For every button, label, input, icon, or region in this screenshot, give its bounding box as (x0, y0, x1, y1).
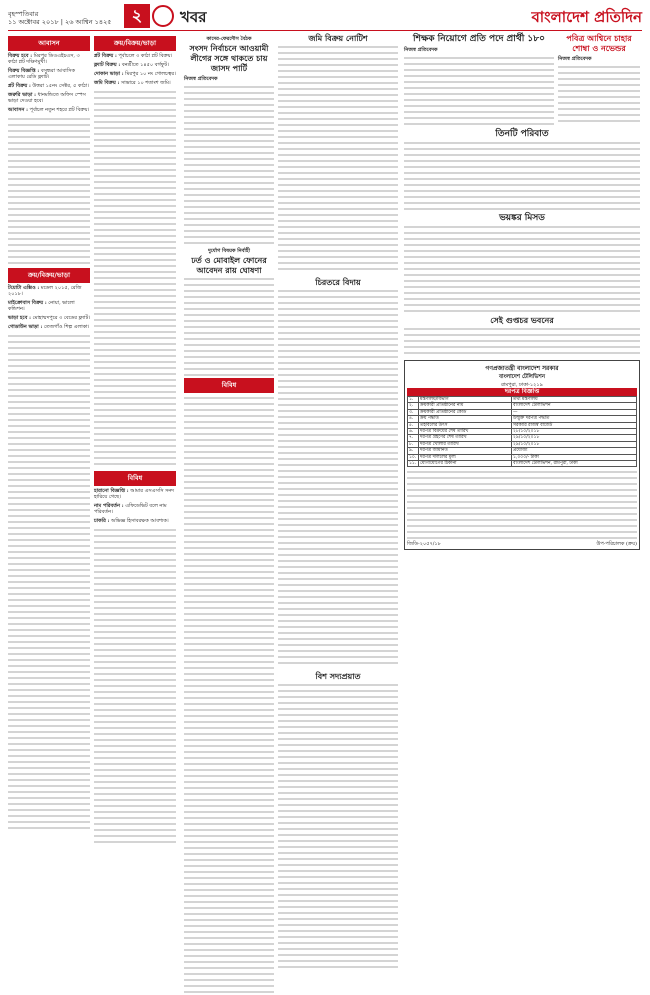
tender-cell-no: ৭. (408, 435, 419, 441)
classified-ad (8, 285, 90, 297)
classified-text (8, 116, 90, 266)
ad-text: বসুন্ধরা আবাসিক এলাকায় রেডি ফ্ল্যাট। (8, 68, 75, 80)
masthead (8, 4, 642, 30)
byline: নিজস্ব প্রতিবেদক (184, 76, 218, 82)
classifieds (8, 34, 178, 847)
tender-cell-v: বাংলাদেশ টেলিভিশন, রামপুরা, ঢাকা (512, 461, 637, 467)
ad-text: সাভারে ১০ শতাংশ জমি। (120, 80, 171, 86)
weekday: বৃহস্পতিবার (8, 10, 39, 18)
article-body (558, 64, 640, 126)
headline-election: সংসদ নির্বাচনে আওয়ামী লীগের সঙ্গে থাকতে চায় জাসদ পার্টি (189, 44, 269, 73)
classified-ad (8, 300, 90, 312)
page-number: ২ (124, 4, 150, 28)
classified-col-1 (8, 34, 90, 833)
classified-col-2 (94, 34, 176, 847)
section-title: খবর (180, 8, 207, 26)
article-body (278, 288, 398, 668)
tender-cell-k: ক্রয় পদ্ধতি (419, 416, 512, 422)
headline-mobile: ঢর্ত ও মোবাইল ফোনের আবেদন রায় ঘোষণা (191, 256, 267, 275)
ad-title: হারানো বিজ্ঞপ্তি : (94, 488, 129, 494)
tender-cell-v: প্রযোজ্য (512, 448, 637, 454)
ad-title: ফ্ল্যাট বিক্রয় : (94, 62, 121, 68)
tender-terms (407, 469, 637, 539)
ad-title: প্লট বিক্রয় : (8, 83, 31, 89)
logo-icon (152, 5, 174, 27)
tender-cell-k: দরপত্র খোলার তারিখ (419, 441, 512, 447)
ad-text: মডেল ২০১৫, রেজি ২০১৮। (8, 285, 82, 297)
tender-cell-v: — (512, 409, 637, 415)
tender-cell-no: ১০. (408, 454, 419, 460)
classified-ad (8, 92, 90, 104)
ad-title: নাম পরিবর্তন : (94, 503, 124, 509)
article-body (404, 55, 554, 125)
classified-ad (94, 503, 176, 515)
ad-title: চাকরি : (94, 518, 110, 524)
tender-cell-no: ১১. (408, 461, 419, 467)
headline-hajj: পবিত্র আশ্বিনে চাহার শোম্বা ও নভেন্ডর (566, 34, 632, 53)
article-body (184, 276, 274, 376)
ad-text: মিরপুর ডিওএইচএস, ৩ কাঠা প্লট দক্ষিণমুখী। (8, 53, 80, 65)
kicker: কাদের-ফেরদৌস বৈঠক (206, 36, 252, 42)
headline-court: বিশ সদ্যপ্রয়াত (315, 672, 361, 681)
tender-cell-no: ৪. (408, 416, 419, 422)
tender-cell-k: ক্রয়কারী প্রতিষ্ঠানের কোড (419, 409, 512, 415)
tender-cell-v: উন্মুক্ত দরপত্র পদ্ধতি (512, 416, 637, 422)
ad-title: জমি বিক্রয় : (94, 80, 120, 86)
tender-row (408, 461, 637, 467)
ad-title: প্লট বিক্রয় : (94, 53, 117, 59)
ad-text: পূর্বাচল নতুন শহরে প্লট বিক্রয়। (29, 107, 90, 113)
tender-cell-v: সরকারি রাজস্ব বাজেট (512, 422, 637, 428)
classified-heading: ক্রয়/বিক্রয়/ভাড়া (94, 36, 176, 51)
tender-footer (407, 541, 637, 547)
ad-text: মোহাম্মদপুরে ৩ বেডের ফ্ল্যাট। (32, 315, 90, 321)
tender-cell-k: দরপত্র জামানত (419, 448, 512, 454)
ad-text: মিরপুর ১০ নং গোলচত্বর। (125, 71, 176, 77)
mid-wide-column (278, 34, 398, 972)
tender-cell-v: ২৮/১০/২০১৮ (512, 429, 637, 435)
ad-title: জরুরি ভাড়া : (8, 92, 37, 98)
tender-cell-k: দরপত্র বিক্রয়ের শেষ তারিখ (419, 429, 512, 435)
classified-heading: আবাসন (8, 36, 90, 51)
classified-ad (8, 68, 90, 80)
tender-table (407, 396, 637, 467)
ad-text: পূর্বাচলে ৩ কাঠা প্লট বিক্রয়। (118, 53, 173, 59)
ad-text: উত্তরা ১৫নং সেক্টর, ৫ কাঠা। (32, 83, 89, 89)
ad-title: বিক্রয় বিজ্ঞপ্তি : (8, 68, 40, 74)
tender-title: দরপত্র বিজ্ঞপ্তি (407, 388, 637, 396)
tender-notice (404, 360, 640, 550)
tender-sign: উপ-পরিচালক (ক্রয়) (596, 541, 637, 548)
ad-text: ধানমন্ডিতে অফিস স্পেস ভাড়া দেওয়া হবে। (8, 92, 86, 104)
tender-cell-no: ৬. (408, 429, 419, 435)
mid-narrow-column (184, 34, 274, 995)
classified-ad (8, 83, 90, 89)
date-line (8, 10, 112, 26)
article-body (404, 224, 640, 314)
tender-cell-v: ১,০০০/- টাকা (512, 454, 637, 460)
ad-title: দোকান ভাড়া : (94, 71, 124, 77)
kicker: দুর্যোগ বিষয়ক নির্বাহী (208, 248, 250, 254)
ad-title: টয়োটা এক্সিও : (8, 285, 40, 291)
ad-title: বিক্রয় হবে : (8, 53, 33, 59)
tender-cell-no: ৯. (408, 448, 419, 454)
tender-cell-no: ১. (408, 397, 419, 403)
tender-cell-k: তহবিলের উৎস (419, 422, 512, 428)
article-body (404, 326, 640, 356)
tender-cell-no: ২. (408, 403, 419, 409)
article-body (278, 682, 398, 972)
classified-text (94, 89, 176, 469)
byline: নিজস্ব প্রতিবেদক (404, 47, 438, 53)
ad-text: নোয়া, ভালো কন্ডিশন। (8, 300, 75, 312)
tender-cell-v: তথ্য মন্ত্রণালয় (512, 397, 637, 403)
headline-bhasan: ভয়ঙ্কর মিসড (499, 213, 545, 223)
tender-cell-v: বাংলাদেশ টেলিভিশন (512, 403, 637, 409)
date: ১১ অক্টোবর ২০১৮ | ২৬ আশ্বিন ১৪২৫ (8, 18, 112, 26)
headline-three: তিনটি পরিবাত (495, 129, 549, 139)
classified-text (94, 527, 176, 847)
classified-ad (94, 518, 176, 524)
ad-text: বনশ্রীতে ১৪৫০ বর্গফুট। (121, 62, 169, 68)
headline-land: জমি বিক্রয় নোটিশ (308, 34, 368, 43)
ad-text: অভিজ্ঞ হিসাবরক্ষক আবশ্যক। (111, 518, 169, 524)
tender-cell-no: ৩. (408, 409, 419, 415)
classified-ad (94, 80, 176, 86)
ad-title: ভাড়া হবে : (8, 315, 31, 321)
classified-ad (8, 107, 90, 113)
right-area (404, 34, 640, 553)
ad-title: মাইক্রোবাস বিক্রয় : (8, 300, 47, 306)
header-rule (8, 30, 642, 31)
classified-ad (8, 53, 90, 65)
misc-heading: বিবিধ (184, 378, 274, 393)
tender-cell-k: যোগাযোগের ঠিকানা (419, 461, 512, 467)
top-stories (404, 34, 640, 126)
ad-text: তেজগাঁও শিল্প এলাকা। (43, 324, 90, 330)
ad-title: গোডাউন ভাড়া : (8, 324, 43, 330)
classified-ad (94, 488, 176, 500)
classified-ad (94, 62, 176, 68)
classified-ad (8, 315, 90, 321)
article-body (404, 140, 640, 210)
classified-heading: বিবিধ (94, 471, 176, 486)
ad-title: আবাসন : (8, 107, 28, 113)
tender-ref: জিডি-২০৫৭/১৮ (407, 541, 441, 548)
classified-ad (94, 53, 176, 59)
tender-cell-k: দরপত্র গ্রহণের শেষ তারিখ (419, 435, 512, 441)
tender-dept: বাংলাদেশ টেলিভিশন (498, 374, 546, 380)
tender-cell-v: ২৯/১০/২০১৮ (512, 435, 637, 441)
tender-cell-k: দরপত্র দলিলের মূল্য (419, 454, 512, 460)
teacher-story (404, 34, 554, 126)
classified-ad (8, 324, 90, 330)
article-body (278, 44, 398, 274)
tender-cell-no: ৫. (408, 422, 419, 428)
headline-teacher: শিক্ষক নিয়োগে প্রতি পদে প্রার্থী ১৮০ (413, 34, 545, 44)
tender-address: রামপুরা, ঢাকা-১২১৯ (501, 382, 543, 388)
tender-cell-no: ৮. (408, 441, 419, 447)
classified-heading: ক্রয়/বিক্রয়/ভাড়া (8, 268, 90, 283)
headline-death: চিরতরে বিদায় (315, 278, 361, 287)
article-body (184, 84, 274, 244)
classified-text (8, 333, 90, 833)
tender-org: গণপ্রজাতন্ত্রী বাংলাদেশ সরকার (485, 365, 559, 372)
headline-spy: সেই গুপ্তচর ভবনের (490, 316, 554, 325)
newspaper-brand: বাংলাদেশ প্রতিদিন (531, 8, 642, 26)
ad-text: এফিডেভিট বলে নাম পরিবর্তন। (94, 503, 167, 515)
hajj-story (558, 34, 640, 126)
ad-text: আমার এসএসসি সনদ হারিয়ে গেছে। (94, 488, 175, 500)
classified-ad (94, 71, 176, 77)
tender-cell-v: ২৯/১০/২০১৮ (512, 441, 637, 447)
classified-text (184, 395, 274, 995)
byline: নিজস্ব প্রতিবেদক (558, 56, 592, 62)
tender-cell-k: ক্রয়কারী প্রতিষ্ঠানের নাম (419, 403, 512, 409)
tender-cell-k: মন্ত্রণালয়/বিভাগ (419, 397, 512, 403)
